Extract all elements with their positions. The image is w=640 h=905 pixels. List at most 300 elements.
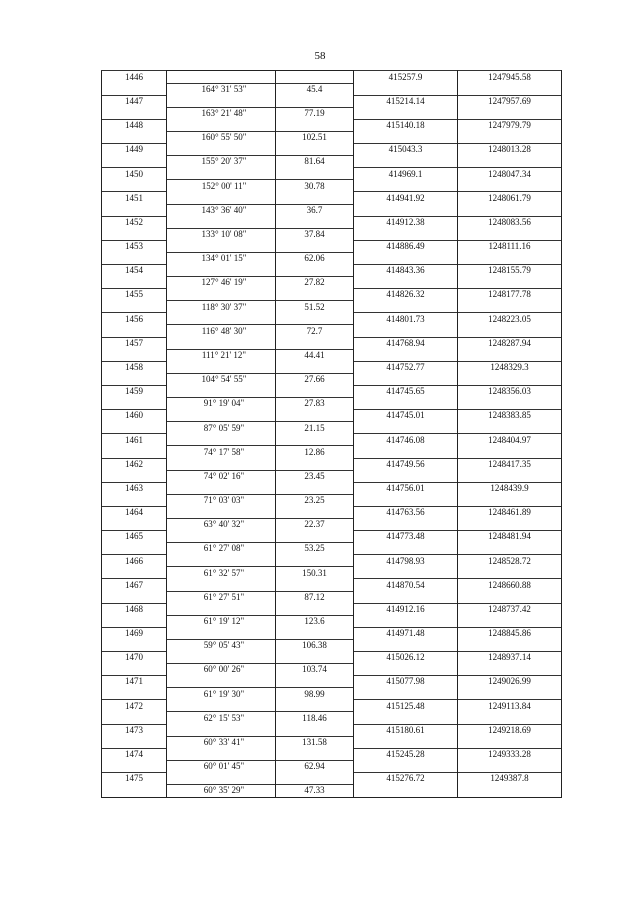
x-coordinate-cell: 414870.54 xyxy=(354,579,458,591)
y-coordinate-cell: 1248528.72 xyxy=(458,555,562,567)
point-row xyxy=(102,506,562,518)
distance-cell: 150.31 xyxy=(276,567,354,579)
y-coordinate-cell xyxy=(458,736,562,748)
x-coordinate-cell: 414912.16 xyxy=(354,603,458,615)
bearing-cell: 155° 20' 37" xyxy=(167,156,276,168)
point-row xyxy=(102,579,562,591)
x-coordinate-cell xyxy=(354,543,458,555)
point-id-cell: 1446 xyxy=(102,71,167,84)
bearing-cell: 118° 30' 37" xyxy=(167,301,276,313)
segment-row xyxy=(102,712,562,724)
distance-cell xyxy=(276,385,354,397)
point-id-cell xyxy=(102,301,167,313)
segment-row xyxy=(102,131,562,143)
x-coordinate-cell: 414756.01 xyxy=(354,482,458,494)
distance-cell: 77.19 xyxy=(276,107,354,119)
distance-cell: 53.25 xyxy=(276,543,354,555)
segment-row xyxy=(102,736,562,748)
distance-cell: 81.64 xyxy=(276,156,354,168)
point-id-cell xyxy=(102,760,167,772)
point-row xyxy=(102,168,562,180)
point-id-cell xyxy=(102,736,167,748)
point-row xyxy=(102,482,562,494)
point-row xyxy=(102,95,562,107)
point-id-cell: 1455 xyxy=(102,289,167,301)
bearing-cell: 74° 02' 16" xyxy=(167,470,276,482)
distance-cell: 131.58 xyxy=(276,736,354,748)
distance-cell: 45.4 xyxy=(276,83,354,95)
point-id-cell xyxy=(102,785,167,798)
distance-cell: 27.83 xyxy=(276,398,354,410)
distance-cell: 27.82 xyxy=(276,277,354,289)
point-row xyxy=(102,724,562,736)
x-coordinate-cell: 414969.1 xyxy=(354,168,458,180)
point-id-cell xyxy=(102,228,167,240)
point-row xyxy=(102,240,562,252)
bearing-cell: 61° 19' 12" xyxy=(167,615,276,627)
x-coordinate-cell xyxy=(354,664,458,676)
y-coordinate-cell xyxy=(458,494,562,506)
distance-cell: 72.7 xyxy=(276,325,354,337)
point-id-cell: 1459 xyxy=(102,385,167,397)
x-coordinate-cell xyxy=(354,736,458,748)
point-id-cell xyxy=(102,712,167,724)
bearing-cell xyxy=(167,627,276,639)
y-coordinate-cell: 1248061.79 xyxy=(458,192,562,204)
bearing-cell: 71° 03' 03" xyxy=(167,494,276,506)
distance-cell: 12.86 xyxy=(276,446,354,458)
point-row xyxy=(102,531,562,543)
segment-row xyxy=(102,349,562,361)
bearing-cell xyxy=(167,603,276,615)
y-coordinate-cell xyxy=(458,639,562,651)
point-row xyxy=(102,71,562,84)
point-id-cell: 1471 xyxy=(102,676,167,688)
bearing-cell: 133° 10' 08" xyxy=(167,228,276,240)
x-coordinate-cell: 415214.14 xyxy=(354,95,458,107)
x-coordinate-cell: 414886.49 xyxy=(354,240,458,252)
page-number: 58 xyxy=(314,50,326,62)
segment-row xyxy=(102,639,562,651)
y-coordinate-cell xyxy=(458,107,562,119)
point-id-cell: 1450 xyxy=(102,168,167,180)
distance-cell xyxy=(276,144,354,156)
y-coordinate-cell xyxy=(458,373,562,385)
x-coordinate-cell: 415077.98 xyxy=(354,676,458,688)
point-row xyxy=(102,748,562,760)
y-coordinate-cell: 1248287.94 xyxy=(458,337,562,349)
point-row xyxy=(102,289,562,301)
point-id-cell xyxy=(102,688,167,700)
distance-cell xyxy=(276,434,354,446)
point-id-cell: 1460 xyxy=(102,410,167,422)
y-coordinate-cell: 1248155.79 xyxy=(458,265,562,277)
x-coordinate-cell xyxy=(354,252,458,264)
distance-cell: 102.51 xyxy=(276,131,354,143)
y-coordinate-cell: 1248845.86 xyxy=(458,627,562,639)
segment-row xyxy=(102,785,562,798)
x-coordinate-cell xyxy=(354,398,458,410)
distance-cell: 62.94 xyxy=(276,760,354,772)
distance-cell: 30.78 xyxy=(276,180,354,192)
bearing-cell: 160° 55' 50" xyxy=(167,131,276,143)
bearing-cell: 63° 40' 32" xyxy=(167,518,276,530)
point-row xyxy=(102,652,562,664)
x-coordinate-cell: 414826.32 xyxy=(354,289,458,301)
y-coordinate-cell: 1248439.9 xyxy=(458,482,562,494)
bearing-cell xyxy=(167,119,276,131)
bearing-cell: 143° 36' 40" xyxy=(167,204,276,216)
point-id-cell xyxy=(102,83,167,95)
point-id-cell: 1447 xyxy=(102,95,167,107)
point-id-cell xyxy=(102,252,167,264)
point-id-cell xyxy=(102,277,167,289)
point-id-cell xyxy=(102,422,167,434)
bearing-cell xyxy=(167,555,276,567)
y-coordinate-cell xyxy=(458,518,562,530)
distance-cell xyxy=(276,265,354,277)
point-id-cell: 1448 xyxy=(102,119,167,131)
distance-cell: 106.38 xyxy=(276,639,354,651)
segment-row xyxy=(102,688,562,700)
distance-cell: 21.15 xyxy=(276,422,354,434)
x-coordinate-cell xyxy=(354,107,458,119)
x-coordinate-cell: 415276.72 xyxy=(354,772,458,784)
distance-cell xyxy=(276,676,354,688)
point-id-cell: 1474 xyxy=(102,748,167,760)
x-coordinate-cell xyxy=(354,422,458,434)
bearing-cell: 60° 01' 45" xyxy=(167,760,276,772)
distance-cell xyxy=(276,482,354,494)
x-coordinate-cell xyxy=(354,567,458,579)
y-coordinate-cell: 1248660.88 xyxy=(458,579,562,591)
bearing-cell: 62° 15' 53" xyxy=(167,712,276,724)
y-coordinate-cell xyxy=(458,349,562,361)
segment-row xyxy=(102,543,562,555)
bearing-cell: 61° 32' 57" xyxy=(167,567,276,579)
bearing-cell xyxy=(167,168,276,180)
x-coordinate-cell xyxy=(354,204,458,216)
y-coordinate-cell: 1248383.85 xyxy=(458,410,562,422)
bearing-cell xyxy=(167,434,276,446)
x-coordinate-cell: 414912.38 xyxy=(354,216,458,228)
point-row xyxy=(102,385,562,397)
point-id-cell: 1457 xyxy=(102,337,167,349)
point-row xyxy=(102,216,562,228)
bearing-cell: 61° 19' 30" xyxy=(167,688,276,700)
x-coordinate-cell: 415125.48 xyxy=(354,700,458,712)
y-coordinate-cell: 1249026.99 xyxy=(458,676,562,688)
point-id-cell xyxy=(102,349,167,361)
x-coordinate-cell: 414801.73 xyxy=(354,313,458,325)
point-id-cell: 1467 xyxy=(102,579,167,591)
bearing-cell xyxy=(167,506,276,518)
distance-cell xyxy=(276,603,354,615)
bearing-cell: 60° 33' 41" xyxy=(167,736,276,748)
bearing-cell: 104° 54' 55" xyxy=(167,373,276,385)
segment-row xyxy=(102,518,562,530)
segment-row xyxy=(102,325,562,337)
point-row xyxy=(102,361,562,373)
point-id-cell xyxy=(102,567,167,579)
point-id-cell: 1453 xyxy=(102,240,167,252)
segment-row xyxy=(102,470,562,482)
point-id-cell: 1468 xyxy=(102,603,167,615)
point-id-cell xyxy=(102,325,167,337)
bearing-cell: 60° 35' 29" xyxy=(167,785,276,798)
distance-cell xyxy=(276,71,354,84)
segment-row xyxy=(102,204,562,216)
distance-cell xyxy=(276,289,354,301)
distance-cell xyxy=(276,240,354,252)
point-id-cell xyxy=(102,398,167,410)
x-coordinate-cell: 414941.92 xyxy=(354,192,458,204)
x-coordinate-cell xyxy=(354,639,458,651)
distance-cell: 103.74 xyxy=(276,664,354,676)
point-row xyxy=(102,434,562,446)
bearing-cell xyxy=(167,676,276,688)
bearing-cell xyxy=(167,385,276,397)
x-coordinate-cell: 414768.94 xyxy=(354,337,458,349)
y-coordinate-cell: 1248356.03 xyxy=(458,385,562,397)
distance-cell: 23.45 xyxy=(276,470,354,482)
distance-cell xyxy=(276,95,354,107)
y-coordinate-cell: 1249333.28 xyxy=(458,748,562,760)
point-row xyxy=(102,313,562,325)
point-id-cell: 1462 xyxy=(102,458,167,470)
bearing-cell: 91° 19' 04" xyxy=(167,398,276,410)
bearing-cell xyxy=(167,458,276,470)
segment-row xyxy=(102,591,562,603)
x-coordinate-cell xyxy=(354,760,458,772)
x-coordinate-cell xyxy=(354,301,458,313)
segment-row xyxy=(102,373,562,385)
x-coordinate-cell xyxy=(354,83,458,95)
coordinate-table-body xyxy=(102,71,562,798)
segment-row xyxy=(102,252,562,264)
y-coordinate-cell xyxy=(458,712,562,724)
x-coordinate-cell: 414798.93 xyxy=(354,555,458,567)
x-coordinate-cell xyxy=(354,277,458,289)
y-coordinate-cell xyxy=(458,470,562,482)
bearing-cell: 59° 05' 43" xyxy=(167,639,276,651)
x-coordinate-cell xyxy=(354,349,458,361)
x-coordinate-cell xyxy=(354,131,458,143)
y-coordinate-cell xyxy=(458,543,562,555)
point-row xyxy=(102,144,562,156)
distance-cell xyxy=(276,458,354,470)
distance-cell: 98.99 xyxy=(276,688,354,700)
point-id-cell: 1465 xyxy=(102,531,167,543)
y-coordinate-cell xyxy=(458,422,562,434)
x-coordinate-cell: 414843.36 xyxy=(354,265,458,277)
bearing-cell xyxy=(167,482,276,494)
x-coordinate-cell xyxy=(354,518,458,530)
bearing-cell: 164° 31' 53" xyxy=(167,83,276,95)
y-coordinate-cell: 1248047.34 xyxy=(458,168,562,180)
segment-row xyxy=(102,664,562,676)
point-id-cell xyxy=(102,518,167,530)
y-coordinate-cell: 1248111.16 xyxy=(458,240,562,252)
distance-cell xyxy=(276,337,354,349)
distance-cell: 23.25 xyxy=(276,494,354,506)
bearing-cell xyxy=(167,71,276,84)
y-coordinate-cell xyxy=(458,204,562,216)
point-id-cell xyxy=(102,180,167,192)
distance-cell xyxy=(276,724,354,736)
point-id-cell: 1451 xyxy=(102,192,167,204)
point-id-cell xyxy=(102,639,167,651)
y-coordinate-cell xyxy=(458,228,562,240)
x-coordinate-cell: 414971.48 xyxy=(354,627,458,639)
x-coordinate-cell: 415140.18 xyxy=(354,119,458,131)
segment-row xyxy=(102,180,562,192)
y-coordinate-cell xyxy=(458,760,562,772)
point-id-cell xyxy=(102,156,167,168)
segment-row xyxy=(102,83,562,95)
y-coordinate-cell: 1248461.89 xyxy=(458,506,562,518)
y-coordinate-cell xyxy=(458,591,562,603)
x-coordinate-cell xyxy=(354,156,458,168)
y-coordinate-cell xyxy=(458,325,562,337)
point-id-cell: 1454 xyxy=(102,265,167,277)
distance-cell: 22.37 xyxy=(276,518,354,530)
y-coordinate-cell xyxy=(458,398,562,410)
distance-cell xyxy=(276,506,354,518)
x-coordinate-cell: 414745.65 xyxy=(354,385,458,397)
y-coordinate-cell xyxy=(458,446,562,458)
point-row xyxy=(102,410,562,422)
x-coordinate-cell xyxy=(354,591,458,603)
distance-cell: 62.06 xyxy=(276,252,354,264)
x-coordinate-cell: 415245.28 xyxy=(354,748,458,760)
distance-cell: 87.12 xyxy=(276,591,354,603)
y-coordinate-cell xyxy=(458,688,562,700)
point-id-cell xyxy=(102,373,167,385)
x-coordinate-cell xyxy=(354,228,458,240)
point-id-cell: 1472 xyxy=(102,700,167,712)
point-row xyxy=(102,192,562,204)
x-coordinate-cell: 414773.48 xyxy=(354,531,458,543)
y-coordinate-cell xyxy=(458,83,562,95)
x-coordinate-cell xyxy=(354,615,458,627)
point-id-cell xyxy=(102,494,167,506)
bearing-cell xyxy=(167,361,276,373)
y-coordinate-cell: 1248013.28 xyxy=(458,144,562,156)
bearing-cell: 116° 48' 30" xyxy=(167,325,276,337)
x-coordinate-cell xyxy=(354,180,458,192)
y-coordinate-cell xyxy=(458,277,562,289)
segment-row xyxy=(102,567,562,579)
point-id-cell: 1463 xyxy=(102,482,167,494)
distance-cell: 118.46 xyxy=(276,712,354,724)
segment-row xyxy=(102,156,562,168)
bearing-cell xyxy=(167,337,276,349)
coordinate-table xyxy=(101,70,562,798)
point-id-cell xyxy=(102,543,167,555)
bearing-cell xyxy=(167,192,276,204)
y-coordinate-cell: 1248417.35 xyxy=(458,458,562,470)
segment-row xyxy=(102,494,562,506)
segment-row xyxy=(102,107,562,119)
y-coordinate-cell: 1248404.97 xyxy=(458,434,562,446)
bearing-cell xyxy=(167,652,276,664)
point-row xyxy=(102,627,562,639)
bearing-cell xyxy=(167,748,276,760)
point-id-cell: 1475 xyxy=(102,772,167,784)
y-coordinate-cell: 1247945.58 xyxy=(458,71,562,84)
x-coordinate-cell xyxy=(354,688,458,700)
y-coordinate-cell: 1249218.69 xyxy=(458,724,562,736)
y-coordinate-cell xyxy=(458,301,562,313)
distance-cell xyxy=(276,168,354,180)
y-coordinate-cell: 1247979.79 xyxy=(458,119,562,131)
point-id-cell: 1452 xyxy=(102,216,167,228)
point-id-cell xyxy=(102,615,167,627)
x-coordinate-cell xyxy=(354,373,458,385)
point-id-cell xyxy=(102,470,167,482)
point-id-cell: 1473 xyxy=(102,724,167,736)
bearing-cell: 111° 21' 12" xyxy=(167,349,276,361)
distance-cell xyxy=(276,579,354,591)
point-id-cell: 1464 xyxy=(102,506,167,518)
bearing-cell xyxy=(167,216,276,228)
x-coordinate-cell: 414745.01 xyxy=(354,410,458,422)
y-coordinate-cell: 1248329.3 xyxy=(458,361,562,373)
bearing-cell xyxy=(167,579,276,591)
bearing-cell xyxy=(167,265,276,277)
y-coordinate-cell xyxy=(458,664,562,676)
distance-cell xyxy=(276,555,354,567)
y-coordinate-cell: 1248737.42 xyxy=(458,603,562,615)
segment-row xyxy=(102,422,562,434)
y-coordinate-cell xyxy=(458,131,562,143)
x-coordinate-cell xyxy=(354,712,458,724)
y-coordinate-cell: 1248937.14 xyxy=(458,652,562,664)
point-row xyxy=(102,700,562,712)
y-coordinate-cell: 1248177.78 xyxy=(458,289,562,301)
point-id-cell xyxy=(102,591,167,603)
distance-cell: 51.52 xyxy=(276,301,354,313)
bearing-cell xyxy=(167,289,276,301)
segment-row xyxy=(102,277,562,289)
x-coordinate-cell: 414752.77 xyxy=(354,361,458,373)
bearing-cell: 127° 46' 19" xyxy=(167,277,276,289)
point-id-cell xyxy=(102,107,167,119)
distance-cell: 123.6 xyxy=(276,615,354,627)
bearing-cell xyxy=(167,531,276,543)
bearing-cell: 61° 27' 51" xyxy=(167,591,276,603)
distance-cell xyxy=(276,700,354,712)
bearing-cell: 163° 21' 48" xyxy=(167,107,276,119)
point-row xyxy=(102,555,562,567)
y-coordinate-cell: 1248481.94 xyxy=(458,531,562,543)
point-id-cell xyxy=(102,131,167,143)
point-id-cell: 1456 xyxy=(102,313,167,325)
distance-cell xyxy=(276,119,354,131)
bearing-cell xyxy=(167,313,276,325)
bearing-cell: 74° 17' 58" xyxy=(167,446,276,458)
bearing-cell: 134° 01' 15" xyxy=(167,252,276,264)
x-coordinate-cell: 414749.56 xyxy=(354,458,458,470)
y-coordinate-cell xyxy=(458,180,562,192)
point-row xyxy=(102,772,562,784)
bearing-cell: 87° 05' 59" xyxy=(167,422,276,434)
distance-cell xyxy=(276,772,354,784)
distance-cell xyxy=(276,410,354,422)
y-coordinate-cell: 1249113.84 xyxy=(458,700,562,712)
bearing-cell xyxy=(167,724,276,736)
